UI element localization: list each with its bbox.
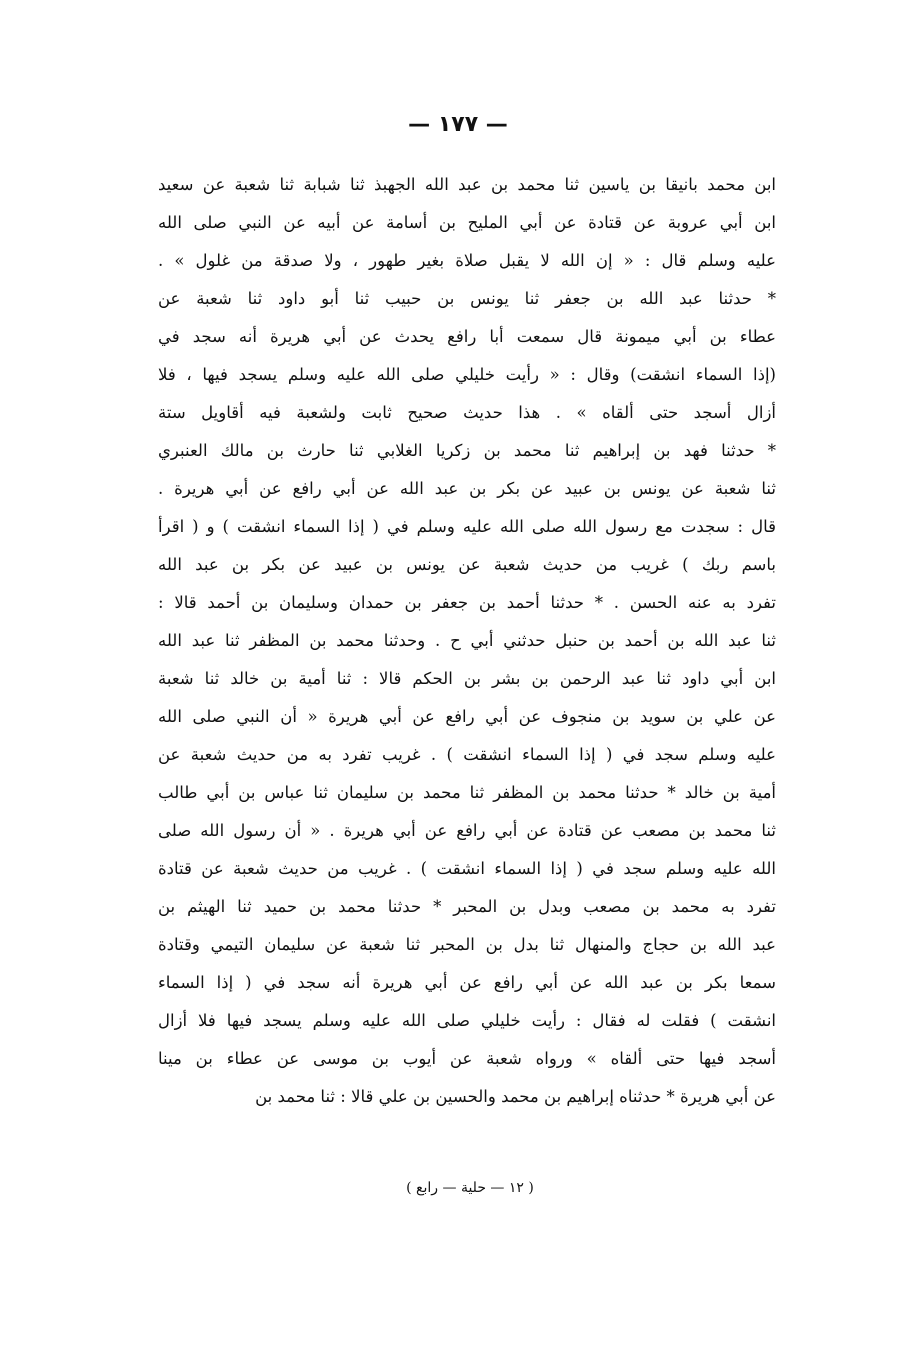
text-line: ثنا محمد بن مصعب عن قتادة عن أبي رافع عن أبي هريرة . « أن رسول الله صلى bbox=[158, 821, 776, 840]
text-line: عن علي بن سويد بن منجوف عن أبي رافع عن أبي هريرة « أن النبي صلى الله bbox=[158, 707, 776, 726]
signature-mark: ( ١٢ — حلية — رابع ) bbox=[406, 1180, 534, 1196]
text-line: تفرد به محمد بن مصعب وبدل بن المحبر * حدثنا محمد بن حميد ثنا الهيثم بن bbox=[158, 897, 776, 916]
text-line: ابن أبي داود ثنا عبد الرحمن بن بشر بن الحكم قالا : ثنا أمية بن خالد ثنا شعبة bbox=[158, 669, 776, 688]
text-line: سمعا بكر بن عبد الله عن أبي رافع عن أبي هريرة أنه سجد في ( إذا السماء bbox=[158, 973, 776, 992]
text-line: عليه وسلم سجد في ( إذا السماء انشقت ) . غريب تفرد به من حديث شعبة عن bbox=[158, 745, 776, 764]
text-line: ثنا عبد الله بن أحمد بن حنبل حدثني أبي ح . وحدثنا محمد بن المظفر ثنا عبد الله bbox=[158, 631, 776, 650]
text-line: أمية بن خالد * حدثنا محمد بن المظفر ثنا محمد بن سليمان ثنا عباس بن أبي طالب bbox=[158, 783, 776, 802]
text-line: أسجد فيها حتى ألقاه » ورواه شعبة عن أيوب بن موسى عن عطاء بن مينا bbox=[158, 1049, 776, 1068]
text-line: تفرد به عنه الحسن . * حدثنا أحمد بن جعفر بن حمدان وسليمان بن أحمد قالا : bbox=[158, 593, 776, 612]
text-line: عن أبي هريرة * حدثناه إبراهيم بن محمد والحسين بن علي قالا : ثنا محمد بن bbox=[255, 1087, 776, 1106]
text-line: قال : سجدت مع رسول الله صلى الله عليه وسلم في ( إذا السماء انشقت ) و ( اقرأ bbox=[158, 517, 776, 536]
text-line: انشقت ) فقلت له فقال : رأيت خليلي صلى الله عليه وسلم يسجد فيها فلا أزال bbox=[158, 1011, 776, 1030]
text-line: أزال أسجد حتى ألقاه » . هذا حديث صحيح ثابت ولشعبة فيه أقاويل ستة bbox=[158, 403, 776, 422]
text-line: ثنا شعبة عن يونس بن عبيد عن بكر بن عبد الله عن أبي رافع عن أبي هريرة . bbox=[158, 479, 776, 498]
text-line: ابن محمد بانيقا بن ياسين ثنا محمد بن عبد الله الجهبذ ثنا شبابة ثنا شعبة عن سعيد bbox=[158, 175, 776, 194]
text-line: الله عليه وسلم سجد في ( إذا السماء انشقت ) . غريب من حديث شعبة عن قتادة bbox=[158, 859, 776, 878]
text-line: * حدثنا عبد الله بن جعفر ثنا يونس بن حبيب ثنا أبو داود ثنا شعبة عن bbox=[158, 289, 776, 308]
text-line: عليه وسلم قال : « إن الله لا يقبل صلاة بغير طهور ، ولا صدقة من غلول » . bbox=[158, 251, 776, 270]
text-line: * حدثنا فهد بن إبراهيم ثنا محمد بن زكريا الغلابي ثنا حارث بن مالك العنبري bbox=[158, 441, 776, 460]
text-line: (إذا السماء انشقت) وقال : « رأيت خليلي صلى الله عليه وسلم يسجد فيها ، فلا bbox=[158, 365, 776, 384]
text-line: ابن أبي عروبة عن قتادة عن أبي المليح بن أسامة عن أبيه عن النبي صلى الله bbox=[158, 213, 776, 232]
text-line: عبد الله بن حجاج والمنهال ثنا بدل بن المحبر ثنا شعبة عن سليمان التيمي وقتادة bbox=[158, 935, 776, 954]
text-line: عطاء بن أبي ميمونة قال سمعت أبا رافع يحدث عن أبي هريرة أنه سجد في bbox=[158, 327, 776, 346]
text-line: باسم ربك ) غريب من حديث شعبة عن يونس بن عبيد عن بكر بن عبد الله bbox=[158, 555, 776, 574]
page-number: — ١٧٧ — bbox=[408, 112, 508, 137]
main-text bbox=[158, 166, 776, 1116]
